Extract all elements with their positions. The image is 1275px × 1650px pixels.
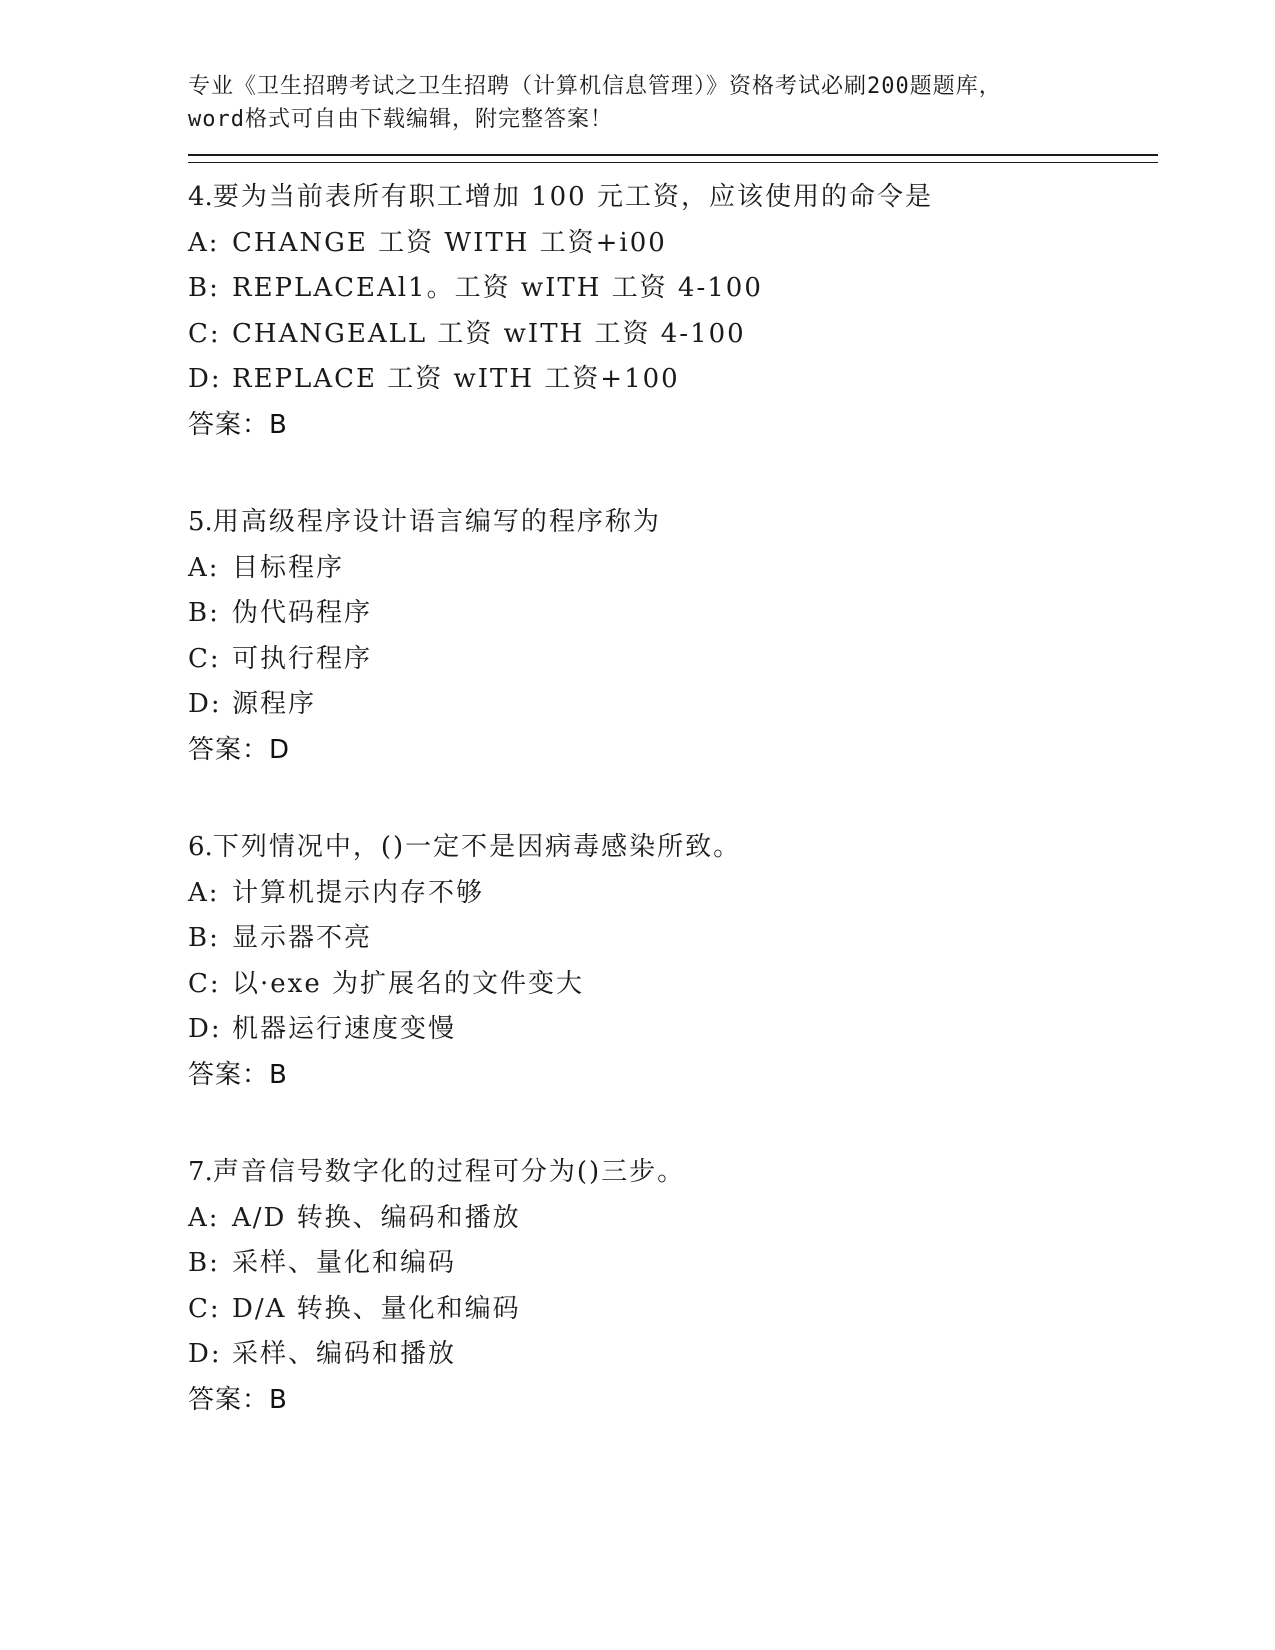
answer-line: 答案：D	[188, 734, 291, 765]
option-text: 以·exe 为扩展名的文件变大	[232, 968, 584, 999]
option-b	[188, 1241, 1158, 1287]
option-letter: C:	[188, 318, 221, 349]
question-6	[188, 825, 1158, 1098]
question-title	[188, 500, 1158, 546]
option-letter: D:	[188, 689, 222, 719]
option-letter: D:	[188, 1014, 222, 1044]
option-letter: D:	[188, 364, 222, 394]
option-letter: D:	[188, 1339, 222, 1369]
option-c	[188, 312, 1158, 358]
header-divider	[188, 154, 1158, 163]
option-b	[188, 591, 1158, 637]
question-number: 6.	[188, 832, 213, 862]
option-a	[188, 1196, 1158, 1242]
question-title	[188, 1150, 1158, 1196]
option-c	[188, 1287, 1158, 1333]
question-title	[188, 825, 1158, 871]
question-text: 要为当前表所有职工增加 100 元工资，应该使用的命令是	[212, 182, 933, 212]
option-d	[188, 357, 1158, 403]
option-letter: C:	[188, 1293, 221, 1324]
option-text: D/A 转换、量化和编码	[232, 1293, 521, 1324]
option-letter: C:	[188, 968, 221, 999]
question-7	[188, 1150, 1158, 1423]
option-letter: B:	[188, 1248, 220, 1278]
option-c	[188, 637, 1158, 683]
option-text: CHANGEALL 工资 wITH 工资 4-100	[232, 318, 746, 349]
header-line-1: 专业《卫生招聘考试之卫生招聘（计算机信息管理）》资格考试必刷200题题库，	[188, 74, 1002, 99]
option-text: 可执行程序	[232, 643, 373, 674]
option-text: 显示器不亮	[232, 923, 373, 953]
question-number: 5.	[188, 507, 213, 537]
option-letter: B:	[188, 598, 220, 628]
answer-line: 答案：B	[188, 409, 288, 440]
question-number: 4.	[188, 182, 213, 212]
option-b	[188, 916, 1158, 962]
option-text: 目标程序	[232, 552, 345, 583]
option-text: 采样、编码和播放	[232, 1339, 457, 1369]
answer-line: 答案：B	[188, 1384, 288, 1415]
option-b	[188, 266, 1158, 312]
option-a	[188, 546, 1158, 592]
header-line-2: word格式可自由下载编辑，附完整答案！	[188, 107, 613, 132]
option-text: A/D 转换、编码和播放	[232, 1202, 521, 1233]
question-list	[188, 175, 1158, 1423]
question-text: 用高级程序设计语言编写的程序称为	[212, 507, 661, 537]
option-text: 源程序	[232, 689, 317, 719]
option-letter: A:	[188, 877, 220, 908]
option-letter: B:	[188, 923, 220, 953]
option-letter: A:	[188, 552, 220, 583]
option-letter: A:	[188, 227, 220, 258]
option-letter: B:	[188, 273, 220, 303]
question-number: 7.	[188, 1157, 213, 1187]
option-text: REPLACE 工资 wITH 工资+100	[232, 364, 680, 394]
option-text: 机器运行速度变慢	[232, 1014, 457, 1044]
question-title	[188, 175, 1158, 221]
option-d	[188, 682, 1158, 728]
option-a	[188, 871, 1158, 917]
question-text: 声音信号数字化的过程可分为()三步。	[212, 1157, 686, 1187]
option-c	[188, 962, 1158, 1008]
document-page	[188, 70, 1158, 1475]
document-header	[188, 70, 1158, 136]
option-a	[188, 221, 1158, 267]
question-4	[188, 175, 1158, 448]
option-d	[188, 1332, 1158, 1378]
option-d	[188, 1007, 1158, 1053]
option-text: 伪代码程序	[232, 598, 373, 628]
option-text: REPLACEAl1。工资 wITH 工资 4-100	[232, 273, 763, 303]
option-text: 计算机提示内存不够	[232, 877, 485, 908]
option-letter: C:	[188, 643, 221, 674]
answer-line: 答案：B	[188, 1059, 288, 1090]
question-text: 下列情况中，()一定不是因病毒感染所致。	[212, 832, 742, 862]
option-letter: A:	[188, 1202, 220, 1233]
option-text: CHANGE 工资 WITH 工资+i00	[232, 227, 667, 258]
option-text: 采样、量化和编码	[232, 1248, 457, 1278]
question-5	[188, 500, 1158, 773]
